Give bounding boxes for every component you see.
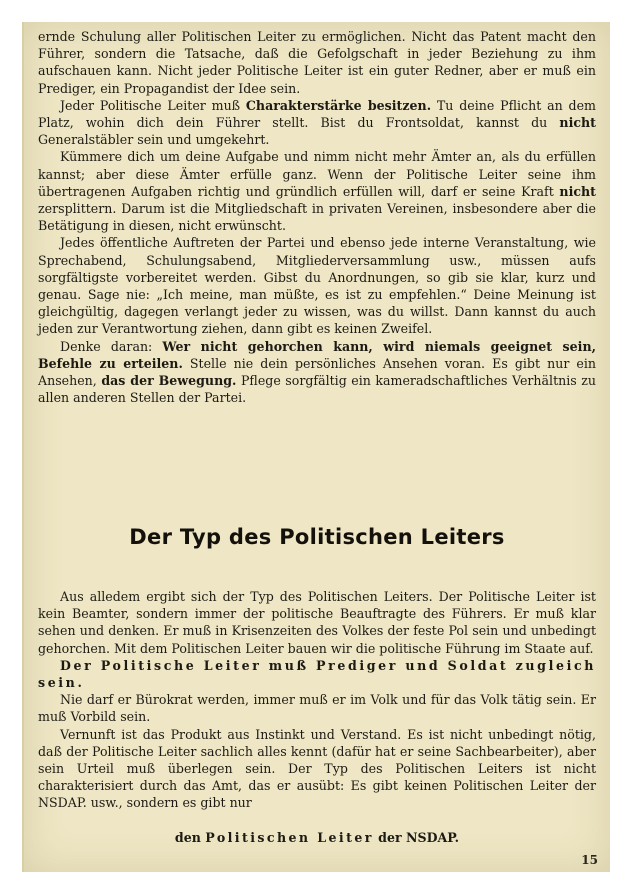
paragraph-4-text: Jedes öffentliche Auftreten der Partei und ebenso jede interne Veranstaltung, wie Sprechabend, Schulungsabend, Mitgliederversammlung usw., müssen aufs sorgfältigste vorbereitet werden. Gibst du Anordnungen, so gib sie klar, kurz und genau. Sage nie: „Ich meine, man müßte, es ist zu empfehlen.“ Deine Meinung ist gleichgültig, dagegen verlangt jeder zu wissen, was du willst. Dann kannst du auch jeden zur Verantwortung ziehen, dann gibt es keinen Zweifel. <box>38 235 596 337</box>
paragraph-8 <box>38 691 596 725</box>
paragraph-7-spaced-bold: Der Politische Leiter muß Prediger und Soldat zugleich sein. <box>38 657 596 691</box>
closing-line-text-b: der NSDAP. <box>373 830 460 845</box>
text-block-bottom <box>38 588 596 812</box>
paragraph-9-text: Vernunft ist das Produkt aus Instinkt und Verstand. Es ist nicht unbedingt nötig, daß der Politische Leiter sachlich alles kennt (dafür hat er seine Sachbearbeiter), aber sein Urteil muß überlegen sein. Der Typ des Politischen Leiters ist nicht charakterisiert durch das Amt, das er ausübt: Es gibt keinen Politischen Leiter der NSDAP. usw., sondern es gibt nur <box>38 726 596 811</box>
page-number: 15 <box>581 853 598 867</box>
paragraph-2 <box>38 97 596 149</box>
text-block-top <box>38 28 596 406</box>
paragraph-6 <box>38 588 596 657</box>
paragraph-4 <box>38 234 596 337</box>
paragraph-3-text-a: Kümmere dich um deine Aufgabe und nimm nicht mehr Ämter an, als du erfüllen kannst; aber diese Ämter erfülle ganz. Wenn der Politische Leiter seine ihm übertragenen Aufgaben richtig und gründlich erfüllen will, darf er seine Kraft <box>38 149 596 199</box>
paragraph-5-text-a: Denke daran: <box>60 338 163 354</box>
paragraph-7 <box>38 657 596 691</box>
closing-line-text-a: den <box>174 830 206 845</box>
paragraph-3-bold-a: nicht <box>559 183 596 199</box>
paragraph-2-text-b: Tu deine Pflicht an dem Platz, wohin dich dein Führer stellt. Bist du Frontsoldat, kannst du <box>38 97 596 131</box>
paragraph-5-bold-a: Wer nicht gehorchen kann, wird niemals geeignet sein, Befehle zu erteilen. <box>38 338 596 371</box>
paragraph-2-bold-b: nicht <box>559 115 596 131</box>
paragraph-5 <box>38 338 596 407</box>
document-page <box>22 22 610 872</box>
paragraph-5-text-c: Pflege sorgfältig ein kameradschaftliches Verhältnis zu allen anderen Stellen der Partei. <box>38 373 596 406</box>
paragraph-1-text: ernde Schulung aller Politischen Leiter zu ermöglichen. Nicht das Patent macht den Führer, sondern die Tatsache, daß die Gefolgschaft in jeder Beziehung zu ihm aufschauen kann. Nicht jeder Politische Leiter ist ein guter Redner, aber er muß ein Prediger, ein Propagandist der Idee sein. <box>38 29 596 96</box>
paragraph-2-text-c: Generalstäbler sein und umgekehrt. <box>38 132 270 148</box>
paragraph-9 <box>38 726 596 812</box>
paragraph-3-text-b: zersplittern. Darum ist die Mitgliedschaft in privaten Vereinen, insbesondere aber die Betätigung in diesen, nicht erwünscht. <box>38 201 596 234</box>
paragraph-5-bold-b: das der Bewegung. <box>101 373 237 389</box>
paragraph-2-text-a: Jeder Politische Leiter muß <box>60 97 246 113</box>
closing-line <box>24 830 610 845</box>
paragraph-3 <box>38 148 596 234</box>
paragraph-2-bold-a: Charakterstärke besitzen. <box>245 97 432 113</box>
paragraph-1 <box>38 28 596 97</box>
paragraph-8-text: Nie darf er Bürokrat werden, immer muß er im Volk und für das Volk tätig sein. Er muß Vorbild sein. <box>38 692 596 725</box>
paragraph-5-text-b: Stelle nie dein persönliches Ansehen voran. Es gibt nur ein Ansehen, <box>38 355 597 389</box>
section-heading: Der Typ des Politischen Leiters <box>129 525 505 549</box>
paragraph-6-text: Aus alledem ergibt sich der Typ des Politischen Leiters. Der Politische Leiter ist kein Beamter, sondern immer der politische Beauftragte des Führers. Er muß klar sehen und denken. Er muß in Krisenzeiten des Volkes der feste Pol sein und unbedingt gehorchen. Mit dem Politischen Leiter bauen wir die politische Führung im Staate auf. <box>38 589 596 656</box>
closing-line-spaced: Politischen Leiter <box>205 830 374 845</box>
